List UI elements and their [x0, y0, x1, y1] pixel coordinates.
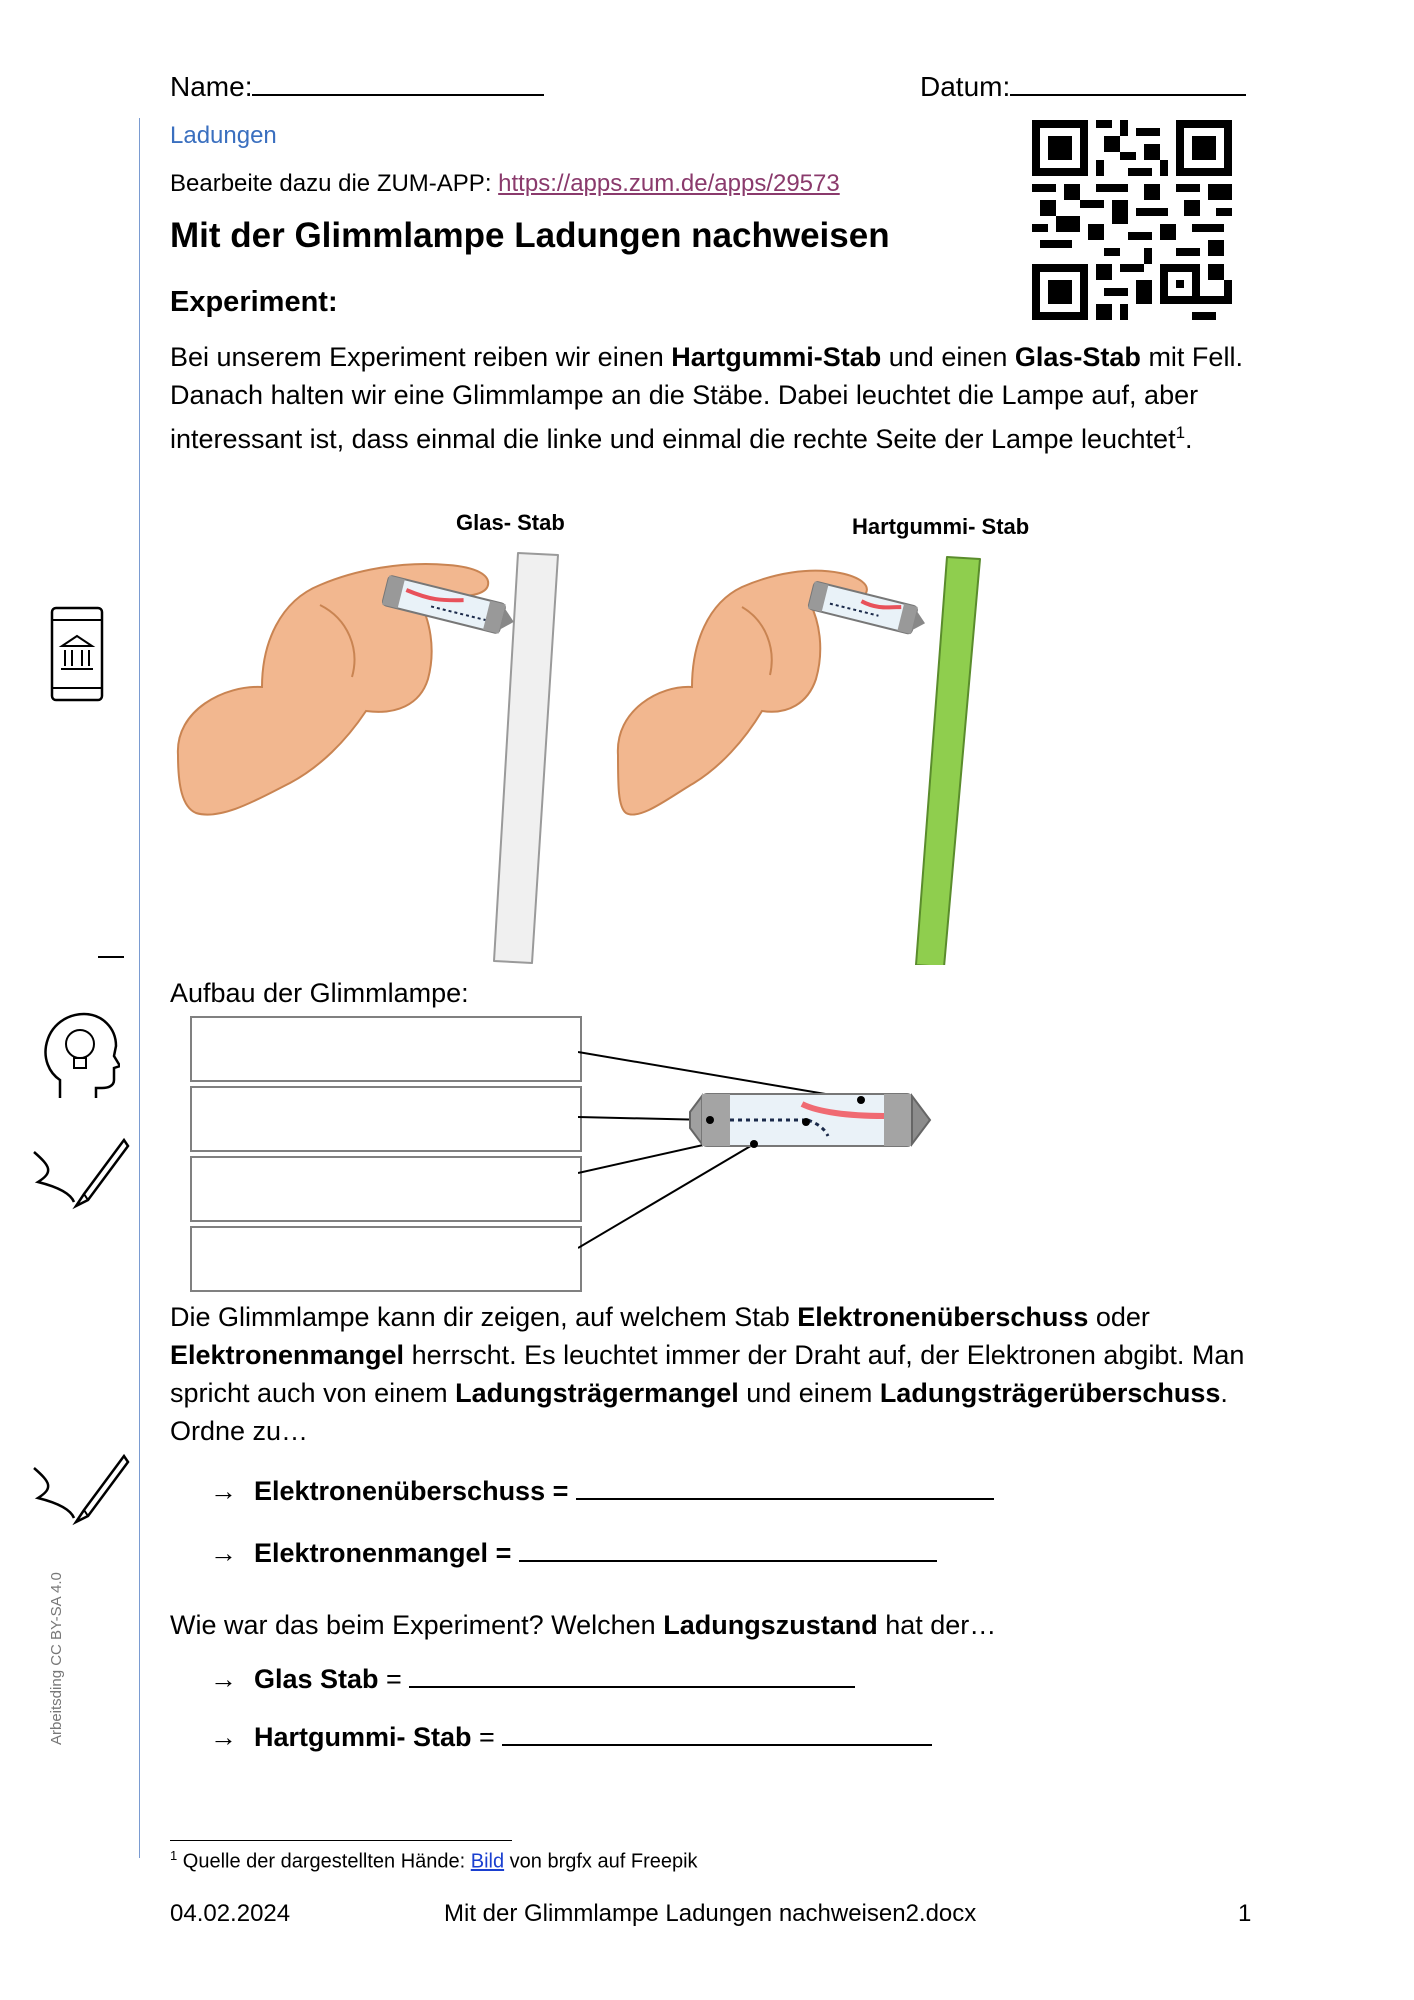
answer-label: Glas Stab: [254, 1664, 379, 1694]
lamp-label-box-4[interactable]: [190, 1226, 582, 1292]
footnote-text: von brgfx auf Freepik: [504, 1850, 698, 1873]
bold-term: Ladungszustand: [663, 1610, 878, 1640]
bold-term: Ladungsträgermangel: [455, 1378, 739, 1408]
date-line: [1010, 70, 1246, 96]
intro-bold-rubber: Hartgummi-Stab: [671, 342, 882, 372]
para-text: herrscht. Es leuchtet immer der Draht auf, der Elektronen abgibt. Man spricht auch von einem: [170, 1340, 1245, 1408]
footnote-link[interactable]: Bild: [470, 1850, 505, 1873]
glass-rod-label: Glas- Stab: [456, 510, 565, 535]
page-title: Mit der Glimmlampe Ladungen nachweisen: [170, 216, 890, 255]
para-text: Die Glimmlampe kann dir zeigen, auf welchem Stab: [170, 1302, 798, 1332]
arrow-icon: →: [210, 1538, 237, 1568]
name-label: Name:: [170, 71, 253, 102]
footnote-number: 1: [170, 1848, 178, 1863]
para-text: und einem: [738, 1378, 880, 1408]
intro-bold-glass: Glas-Stab: [1014, 342, 1141, 372]
head-lightbulb-icon: [40, 1010, 120, 1100]
question-paragraph: [170, 1606, 1250, 1644]
intro-paragraph: [170, 338, 1250, 458]
glow-lamp-right: [808, 581, 928, 636]
equals-sign: =: [378, 1664, 402, 1694]
bold-term: Elektronenmangel: [170, 1340, 405, 1370]
arrow-icon: →: [210, 1476, 237, 1506]
intro-text: und einen: [881, 342, 1015, 372]
arrow-icon: →: [210, 1722, 237, 1752]
footnote-ref[interactable]: 1: [1175, 423, 1186, 442]
answer-line[interactable]: [409, 1662, 855, 1688]
equals-sign: =: [471, 1722, 495, 1752]
rubber-rod-label: Hartgummi- Stab: [852, 514, 1030, 539]
footnote-rule: [170, 1840, 512, 1841]
rubber-rod: [916, 557, 980, 965]
intro-text: mit Fell. Danach halten wir eine Glimmlampe an die Stäbe. Dabei leuchtet die Lampe auf, aber interessant ist, dass einmal die linke und einmal die rechte Seite der Lampe leuchtet: [170, 342, 1243, 454]
intro-text: Bei unserem Experiment reiben wir einen: [170, 342, 672, 372]
experiment-heading: Experiment:: [170, 286, 338, 318]
footnote-text: Quelle der dargestellten Hände:: [177, 1850, 471, 1873]
assign-label: Elektronenüberschuss =: [254, 1476, 569, 1506]
para-text: Wie war das beim Experiment? Welchen: [170, 1610, 664, 1640]
date-field[interactable]: [920, 70, 1246, 103]
topic-label: Ladungen: [170, 122, 277, 149]
footer-filename: Mit der Glimmlampe Ladungen nachweisen2.docx: [444, 1900, 977, 1927]
connector-lines: [578, 1052, 861, 1248]
assign-item-excess[interactable]: [210, 1474, 994, 1507]
app-link[interactable]: https://apps.zum.de/apps/29573: [498, 170, 840, 197]
answer-item-rubber[interactable]: [210, 1720, 932, 1753]
name-line: [252, 70, 544, 96]
answer-line[interactable]: [519, 1536, 937, 1562]
lamp-label-box-2[interactable]: [190, 1086, 582, 1152]
footer-page-number: 1: [1238, 1900, 1252, 1927]
footnote: [170, 1848, 698, 1874]
para-text: oder: [1088, 1302, 1150, 1332]
lamp-label-box-1[interactable]: [190, 1016, 582, 1082]
aufbau-label: Aufbau der Glimmlampe:: [170, 978, 469, 1008]
answer-line[interactable]: [576, 1474, 994, 1500]
explanation-paragraph: [170, 1298, 1250, 1450]
app-text: Bearbeite dazu die ZUM-APP:: [170, 170, 499, 197]
intro-text: .: [1185, 424, 1193, 454]
arrow-icon: →: [210, 1664, 237, 1694]
license-text: Arbeitsding CC BY-SA 4.0: [48, 1572, 65, 1745]
bold-term: Elektronenüberschuss: [797, 1302, 1089, 1332]
pen-write-icon: [30, 1136, 130, 1210]
side-rule: [139, 118, 140, 1858]
bold-term: Ladungsträgerüberschuss: [879, 1378, 1221, 1408]
assign-item-deficit[interactable]: [210, 1536, 937, 1569]
answer-line[interactable]: [502, 1720, 932, 1746]
margin-dash: [98, 956, 124, 958]
app-line: [170, 170, 840, 198]
pen-write-icon: [30, 1452, 130, 1526]
glow-lamp-diagram: [690, 1094, 930, 1148]
lamp-label-box-3[interactable]: [190, 1156, 582, 1222]
para-text: hat der…: [877, 1610, 997, 1640]
para-text: . Ordne zu…: [170, 1378, 1228, 1446]
date-label: Datum:: [920, 71, 1011, 102]
qr-code: [1032, 120, 1232, 320]
name-field[interactable]: [170, 70, 544, 103]
lamp-diagram: [578, 1040, 978, 1260]
answer-label: Hartgummi- Stab: [254, 1722, 472, 1752]
experiment-figure: [170, 545, 1010, 965]
mobile-museum-icon: [50, 606, 104, 702]
assign-label: Elektronenmangel =: [254, 1538, 512, 1568]
answer-item-glass[interactable]: [210, 1662, 855, 1695]
footer-date: 04.02.2024: [170, 1900, 291, 1927]
